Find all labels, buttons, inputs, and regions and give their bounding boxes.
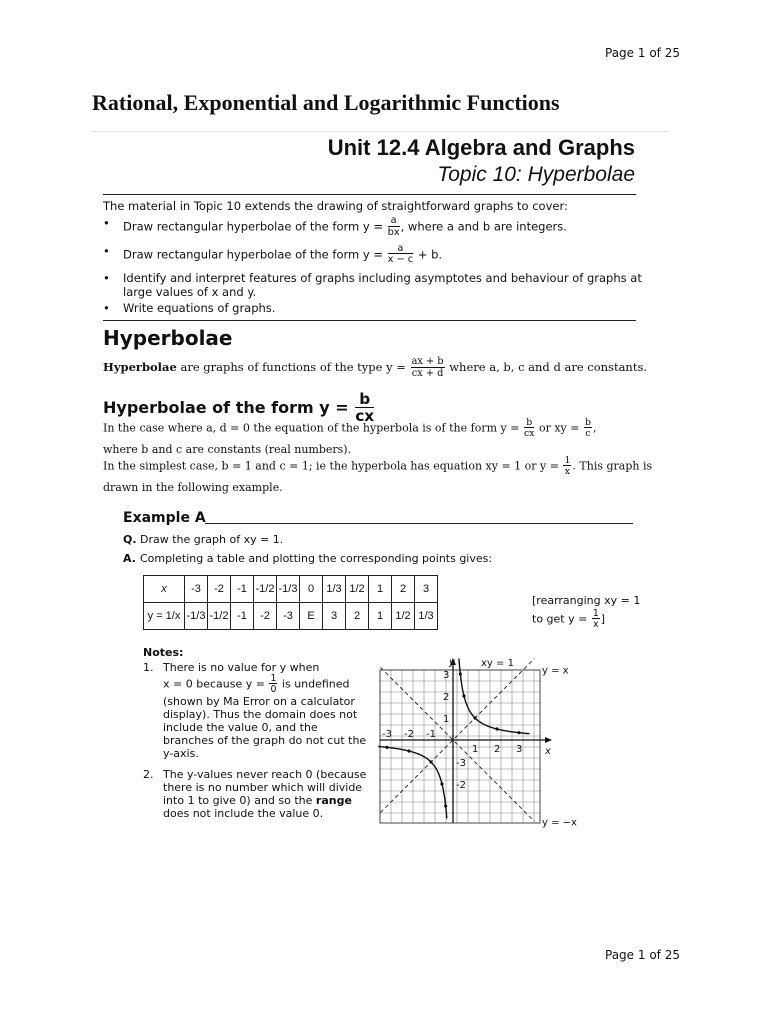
document-title: Rational, Exponential and Logarithmic Functions	[92, 90, 560, 115]
case-text-line2: where b and c are constants (real numbers).	[103, 443, 352, 456]
x-tick-label: -2	[404, 729, 414, 740]
plotted-point	[385, 746, 388, 749]
x-axis-arrow	[545, 737, 552, 743]
objective-item: • Draw rectangular hyperbolae of the form y = $\frac{a}{x - c}$ + b.	[103, 242, 443, 266]
case-text-line4: drawn in the following example.	[103, 481, 283, 494]
table-cell: -3	[185, 576, 208, 603]
plotted-point	[444, 804, 447, 807]
line-y-equals-negative-x-label: y = −x	[542, 817, 577, 829]
objective-item: • Identify and interpret features of graphs including asymptotes and behaviour of graphs at large values of x and y.	[103, 271, 642, 300]
case-text-line3: In the simplest case, b = 1 and c = 1; ie the hyperbola has equation xy = 1 or y = $\frac{1}{x}$ . This graph is	[103, 455, 653, 478]
section-divider	[103, 320, 636, 321]
y-tick-label: -3	[456, 758, 466, 769]
objective-item: • Write equations of graphs.	[103, 301, 276, 316]
note-item: 2. The y-values never reach 0 (because there is no number which will divide into 1 to give 0) and so the range does not include the value 0.	[143, 767, 367, 820]
values-table	[143, 575, 438, 630]
case-text-line1: In the case where a, d = 0 the equation of the hyperbola is of the form y = $\frac{b}{cx}$ or xy = $\frac{b}{c}$ ,	[103, 417, 597, 440]
topic-title: Topic 10: Hyperbolae	[437, 163, 635, 186]
table-cell: 1/3	[415, 603, 438, 630]
objectives-list	[103, 214, 643, 315]
graph-axes	[380, 658, 552, 823]
table-cell: -1/3	[277, 576, 300, 603]
x-tick-label: -1	[426, 729, 436, 740]
title-divider	[92, 131, 668, 132]
table-cell: -3	[277, 603, 300, 630]
page-number-bottom: Page 1 of 25	[605, 948, 680, 962]
example-question: Q. Draw the graph of xy = 1.	[123, 533, 284, 546]
table-header-x: x	[144, 576, 185, 603]
table-cell: 1	[369, 576, 392, 603]
rearranging-note: [rearranging xy = 1 to get y = $\frac{1}{x}$ ]	[532, 594, 641, 631]
x-tick-label: 1	[472, 744, 479, 755]
table-cell: 3	[415, 576, 438, 603]
plotted-point	[440, 782, 443, 785]
hyperbola-branch-negative	[378, 747, 447, 819]
table-cell: 1/3	[323, 576, 346, 603]
table-cell: -1	[231, 576, 254, 603]
table-row-x	[144, 576, 438, 603]
table-cell: 2	[392, 576, 415, 603]
note-item: 1. There is no value for y when x = 0 because y = $\frac{1}{0}$ is undefined (shown by Ma Error on a calculator display). Thus the domain does not include the value 0, and the branches of the graph do not cut the y-axis.	[143, 661, 367, 760]
table-cell: -1	[231, 603, 254, 630]
table-cell: 1/2	[346, 576, 369, 603]
hyperbolae-definition: Hyperbolae are graphs of functions of the type y = $\frac{ax + b}{cx + d}$ where a, b, c and d are constants.	[103, 356, 648, 379]
table-header-y: y = 1/x	[144, 603, 185, 630]
notes-block	[143, 646, 368, 820]
y-tick-label: 3	[443, 670, 450, 681]
example-heading: Example A	[123, 510, 206, 526]
topic-divider	[103, 194, 636, 195]
y-tick-label: -2	[456, 780, 466, 791]
line-y-equals-x-label: y = x	[542, 665, 569, 677]
objective-item: • Draw rectangular hyperbolae of the form y = $\frac{a}{bx}$ , where a and b are integers.	[103, 215, 567, 238]
table-cell: 3	[323, 603, 346, 630]
hyperbolae-heading: Hyperbolae	[103, 326, 233, 350]
x-tick-label: 3	[516, 744, 523, 755]
form-heading: Hyperbolae of the form y = $\frac{b}{cx}$	[103, 390, 375, 426]
intro-text: The material in Topic 10 extends the drawing of straightforward graphs to cover:	[103, 199, 568, 213]
y-tick-label: 2	[443, 692, 450, 703]
plotted-point	[407, 749, 410, 752]
table-cell: 0	[300, 576, 323, 603]
y-axis-label: y	[449, 657, 455, 668]
table-row-y	[144, 603, 438, 630]
table-cell: -1/2	[208, 603, 231, 630]
line-y-equals-negative-x	[380, 667, 534, 821]
example-answer: A. Completing a table and plotting the corresponding points gives:	[123, 552, 493, 565]
example-rule	[205, 523, 633, 524]
hyperbola-graph	[370, 655, 600, 830]
x-tick-label: 2	[494, 744, 501, 755]
unit-title: Unit 12.4 Algebra and Graphs	[327, 135, 635, 160]
table-cell: -2	[208, 576, 231, 603]
plotted-point	[517, 731, 520, 734]
table-cell: E	[300, 603, 323, 630]
plotted-point	[462, 694, 465, 697]
x-tick-label: -3	[382, 729, 392, 740]
plotted-point	[495, 727, 498, 730]
curve-label: xy = 1	[481, 658, 514, 669]
plotted-point	[473, 716, 476, 719]
page-number-top: Page 1 of 25	[605, 46, 680, 60]
y-tick-label: 1	[443, 714, 450, 725]
table-cell: -2	[254, 603, 277, 630]
table-cell: 2	[346, 603, 369, 630]
table-cell: -1/2	[254, 576, 277, 603]
table-cell: 1	[369, 603, 392, 630]
table-cell: 1/2	[392, 603, 415, 630]
notes-heading: Notes:	[143, 646, 184, 659]
x-axis-label: x	[545, 746, 551, 757]
table-cell: -1/3	[185, 603, 208, 630]
plotted-point	[429, 760, 432, 763]
plotted-point	[459, 672, 462, 675]
